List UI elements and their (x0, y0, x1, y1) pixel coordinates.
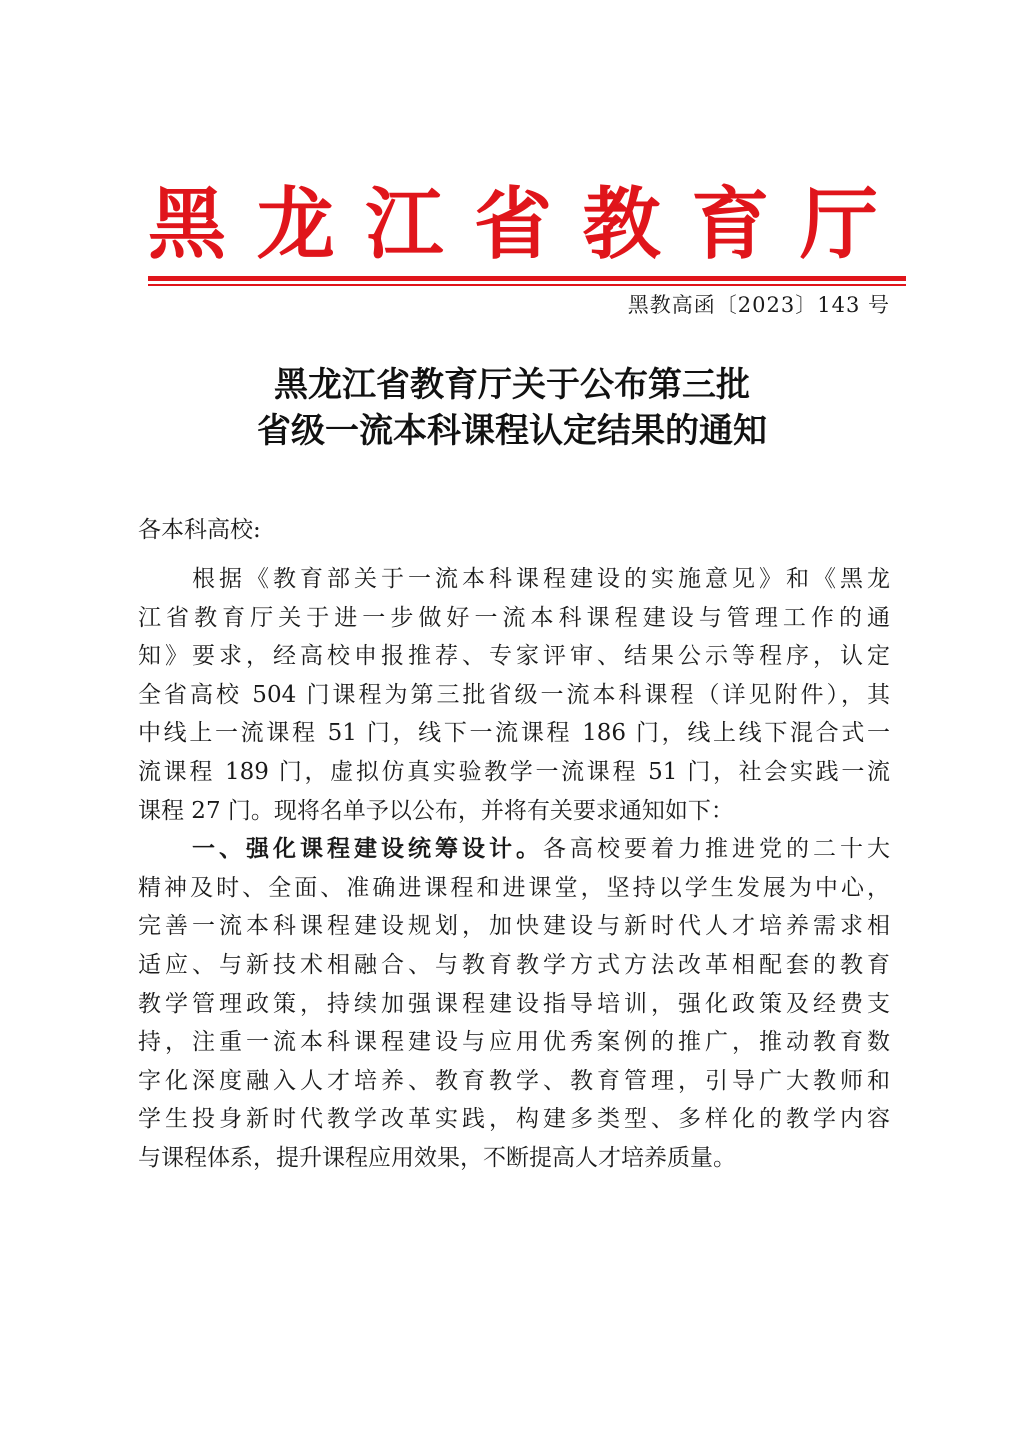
masthead-char: 省 (473, 179, 552, 270)
body-line: 江省教育厅关于进一步做好一流本科课程建设与管理工作的通 (138, 604, 890, 631)
salutation: 各本科高校: (138, 517, 261, 543)
red-rule-thin (148, 284, 906, 286)
title-line-1: 黑龙江省教育厅关于公布第三批 (274, 365, 750, 405)
masthead-char: 江 (365, 179, 444, 270)
masthead-title (148, 180, 878, 270)
body-line: 精神及时、全面、准确进课程和进课堂，坚持以学生发展为中心， (138, 874, 890, 901)
heading-line-rest: 各高校要着力推进党的二十大 (543, 836, 890, 863)
body-line: 全省高校 504 门课程为第三批省级一流本科课程（详见附件），其 (138, 681, 890, 708)
document-title (140, 362, 884, 454)
paragraph-2 (138, 830, 890, 1177)
body-line: 完善一流本科课程建设规划，加快建设与新时代人才培养需求相 (138, 913, 890, 940)
body-line: 课程 27 门。现将名单予以公布，并将有关要求通知如下： (138, 797, 734, 824)
paragraph-1 (138, 560, 890, 830)
title-line-2: 省级一流本科课程认定结果的通知 (257, 411, 767, 451)
body-line: 教学管理政策，持续加强课程建设指导培训，强化政策及经费支 (138, 990, 890, 1017)
red-rule-thick (148, 276, 906, 281)
masthead-char: 育 (691, 179, 770, 270)
body-line: 根据《教育部关于一流本科课程建设的实施意见》和《黑龙 (138, 566, 890, 592)
masthead-char: 黑 (148, 179, 227, 270)
body-line: 中线上一流课程 51 门，线下一流课程 186 门，线上线下混合式一 (138, 720, 890, 747)
document-body (138, 560, 890, 1178)
masthead-char: 龙 (256, 179, 335, 270)
body-line: 流课程 189 门，虚拟仿真实验教学一流课程 51 门，社会实践一流 (138, 758, 890, 785)
body-line: 与课程体系，提升课程应用效果，不断提高人才培养质量。 (138, 1144, 736, 1171)
body-line-with-heading (138, 830, 890, 869)
masthead-char: 教 (582, 179, 661, 270)
body-line: 适应、与新技术相融合、与教育教学方式方法改革相配套的教育 (138, 951, 890, 978)
masthead-char: 厅 (799, 179, 878, 270)
document-number: 黑教高函〔2023〕143 号 (627, 293, 890, 317)
body-line: 字化深度融入人才培养、教育教学、教育管理，引导广大教师和 (138, 1067, 890, 1094)
body-line: 学生投身新时代教学改革实践，构建多类型、多样化的教学内容 (138, 1106, 890, 1133)
body-line: 持，注重一流本科课程建设与应用优秀案例的推广，推动教育数 (138, 1029, 890, 1056)
section-heading-1: 一、强化课程建设统筹设计。 (192, 836, 543, 863)
body-line: 知》要求，经高校申报推荐、专家评审、结果公示等程序，认定 (138, 643, 890, 670)
